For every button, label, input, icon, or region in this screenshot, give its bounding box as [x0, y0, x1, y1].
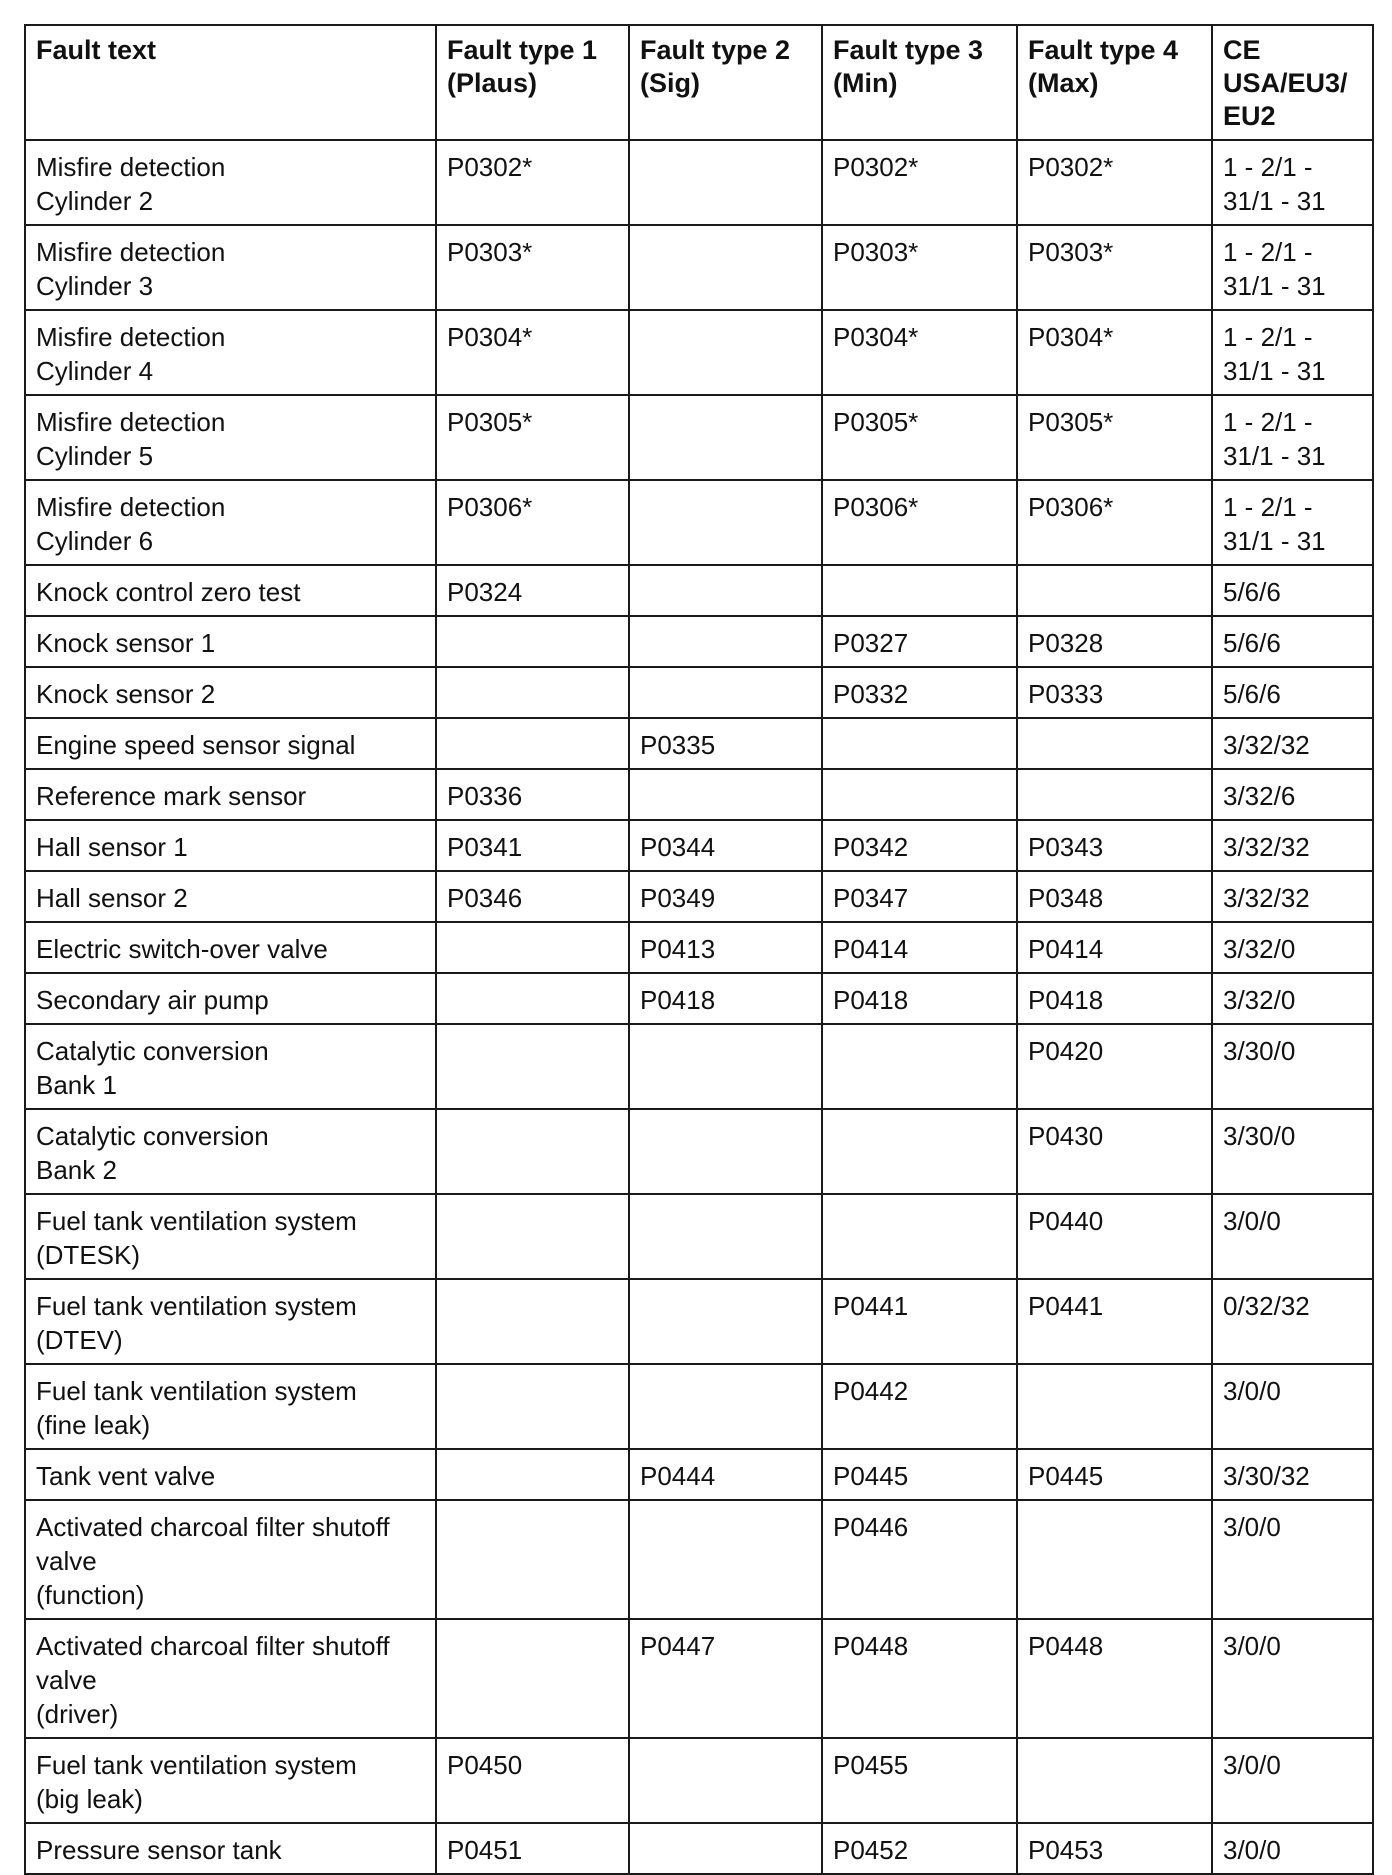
ce-cell: 5/6/6 [1212, 565, 1373, 616]
fault-type-4-cell [1017, 1364, 1212, 1449]
table-row [25, 1024, 1373, 1109]
fault-type-3-cell: P0327 [822, 616, 1017, 667]
fault-type-1-cell [436, 616, 629, 667]
fault-type-1-cell [436, 1364, 629, 1449]
fault-text-cell: Electric switch-over valve [25, 922, 436, 973]
fault-text-cell: Tank vent valve [25, 1449, 436, 1500]
fault-text-cell: Knock sensor 2 [25, 667, 436, 718]
fault-type-1-cell: P0451 [436, 1823, 629, 1874]
fault-text-cell: Misfire detection Cylinder 5 [25, 395, 436, 480]
fault-type-1-cell: P0341 [436, 820, 629, 871]
fault-text-cell: Hall sensor 2 [25, 871, 436, 922]
fault-type-4-cell: P0420 [1017, 1024, 1212, 1109]
fault-type-4-cell [1017, 718, 1212, 769]
fault-type-2-cell: P0447 [629, 1619, 822, 1738]
fault-text-cell: Knock sensor 1 [25, 616, 436, 667]
header-ce: CE USA/EU3/ EU2 [1212, 25, 1373, 140]
fault-type-4-cell: P0302* [1017, 140, 1212, 225]
fault-text-cell: Fuel tank ventilation system (fine leak) [25, 1364, 436, 1449]
fault-type-2-cell [629, 769, 822, 820]
ce-cell: 1 - 2/1 - 31/1 - 31 [1212, 140, 1373, 225]
ce-cell: 3/0/0 [1212, 1500, 1373, 1619]
fault-type-3-cell: P0441 [822, 1279, 1017, 1364]
fault-type-1-cell: P0303* [436, 225, 629, 310]
fault-type-3-cell: P0304* [822, 310, 1017, 395]
ce-cell: 3/30/32 [1212, 1449, 1373, 1500]
table-row [25, 1279, 1373, 1364]
ce-cell: 1 - 2/1 - 31/1 - 31 [1212, 480, 1373, 565]
ce-cell: 3/32/0 [1212, 973, 1373, 1024]
ce-cell: 3/32/32 [1212, 718, 1373, 769]
table-row [25, 1449, 1373, 1500]
fault-text-cell: Fuel tank ventilation system (DTEV) [25, 1279, 436, 1364]
fault-type-2-cell [629, 565, 822, 616]
table-row [25, 769, 1373, 820]
fault-type-2-cell [629, 310, 822, 395]
fault-text-cell: Catalytic conversion Bank 2 [25, 1109, 436, 1194]
fault-type-1-cell [436, 1194, 629, 1279]
fault-type-1-cell [436, 1500, 629, 1619]
fault-text-cell: Secondary air pump [25, 973, 436, 1024]
fault-type-1-cell: P0306* [436, 480, 629, 565]
fault-type-2-cell [629, 1279, 822, 1364]
fault-type-4-cell: P0305* [1017, 395, 1212, 480]
fault-text-cell: Fuel tank ventilation system (big leak) [25, 1738, 436, 1823]
fault-type-3-cell [822, 1194, 1017, 1279]
fault-type-1-cell [436, 922, 629, 973]
table-row [25, 1738, 1373, 1823]
ce-cell: 3/0/0 [1212, 1823, 1373, 1874]
fault-type-2-cell [629, 140, 822, 225]
fault-type-1-cell [436, 973, 629, 1024]
header-fault-text: Fault text [25, 25, 436, 140]
fault-type-4-cell: P0418 [1017, 973, 1212, 1024]
fault-type-3-cell: P0303* [822, 225, 1017, 310]
header-row [25, 25, 1373, 140]
table-row [25, 616, 1373, 667]
table-row [25, 1109, 1373, 1194]
table-row [25, 565, 1373, 616]
table-row [25, 922, 1373, 973]
fault-type-3-cell: P0445 [822, 1449, 1017, 1500]
ce-cell: 1 - 2/1 - 31/1 - 31 [1212, 310, 1373, 395]
fault-text-cell: Engine speed sensor signal [25, 718, 436, 769]
fault-type-4-cell: P0304* [1017, 310, 1212, 395]
ce-cell: 3/32/32 [1212, 820, 1373, 871]
fault-text-cell: Reference mark sensor [25, 769, 436, 820]
fault-type-4-cell: P0306* [1017, 480, 1212, 565]
table-row [25, 1619, 1373, 1738]
fault-type-1-cell: P0302* [436, 140, 629, 225]
fault-type-2-cell [629, 225, 822, 310]
table-row [25, 1194, 1373, 1279]
fault-type-2-cell [629, 480, 822, 565]
fault-type-4-cell: P0303* [1017, 225, 1212, 310]
fault-type-2-cell: P0418 [629, 973, 822, 1024]
fault-type-1-cell [436, 1024, 629, 1109]
fault-type-3-cell [822, 718, 1017, 769]
fault-type-3-cell: P0347 [822, 871, 1017, 922]
fault-type-1-cell: P0450 [436, 1738, 629, 1823]
fault-text-cell: Fuel tank ventilation system (DTESK) [25, 1194, 436, 1279]
fault-text-cell: Pressure sensor tank [25, 1823, 436, 1874]
fault-type-3-cell [822, 565, 1017, 616]
fault-type-4-cell: P0348 [1017, 871, 1212, 922]
ce-cell: 3/30/0 [1212, 1024, 1373, 1109]
fault-type-2-cell [629, 1500, 822, 1619]
fault-text-cell: Misfire detection Cylinder 3 [25, 225, 436, 310]
table-row [25, 225, 1373, 310]
ce-cell: 1 - 2/1 - 31/1 - 31 [1212, 225, 1373, 310]
fault-type-2-cell: P0349 [629, 871, 822, 922]
fault-text-cell: Activated charcoal filter shutoff valve (function) [25, 1500, 436, 1619]
table-row [25, 140, 1373, 225]
fault-type-2-cell: P0344 [629, 820, 822, 871]
fault-type-3-cell [822, 1024, 1017, 1109]
ce-cell: 5/6/6 [1212, 667, 1373, 718]
fault-text-cell: Misfire detection Cylinder 4 [25, 310, 436, 395]
fault-type-3-cell: P0305* [822, 395, 1017, 480]
fault-type-2-cell [629, 1738, 822, 1823]
fault-type-4-cell: P0430 [1017, 1109, 1212, 1194]
fault-type-4-cell [1017, 769, 1212, 820]
fault-type-3-cell [822, 769, 1017, 820]
fault-type-3-cell: P0455 [822, 1738, 1017, 1823]
fault-type-2-cell [629, 1823, 822, 1874]
header-fault-type-2: Fault type 2 (Sig) [629, 25, 822, 140]
fault-type-2-cell [629, 1024, 822, 1109]
fault-type-3-cell: P0414 [822, 922, 1017, 973]
fault-code-table [24, 24, 1374, 1875]
fault-type-4-cell: P0441 [1017, 1279, 1212, 1364]
fault-type-4-cell: P0445 [1017, 1449, 1212, 1500]
fault-type-4-cell [1017, 1500, 1212, 1619]
fault-type-2-cell [629, 616, 822, 667]
table-row [25, 310, 1373, 395]
fault-type-3-cell: P0302* [822, 140, 1017, 225]
fault-type-2-cell [629, 1109, 822, 1194]
table-row [25, 820, 1373, 871]
fault-type-3-cell [822, 1109, 1017, 1194]
table-row [25, 1500, 1373, 1619]
fault-type-4-cell: P0328 [1017, 616, 1212, 667]
table-row [25, 1823, 1373, 1874]
fault-type-4-cell [1017, 1738, 1212, 1823]
fault-type-1-cell [436, 1619, 629, 1738]
fault-type-2-cell [629, 1364, 822, 1449]
fault-type-3-cell: P0342 [822, 820, 1017, 871]
fault-text-cell: Catalytic conversion Bank 1 [25, 1024, 436, 1109]
ce-cell: 3/0/0 [1212, 1194, 1373, 1279]
fault-type-4-cell: P0453 [1017, 1823, 1212, 1874]
fault-type-3-cell: P0418 [822, 973, 1017, 1024]
fault-type-3-cell: P0446 [822, 1500, 1017, 1619]
ce-cell: 1 - 2/1 - 31/1 - 31 [1212, 395, 1373, 480]
header-fault-type-1: Fault type 1 (Plaus) [436, 25, 629, 140]
fault-type-4-cell: P0333 [1017, 667, 1212, 718]
ce-cell: 0/32/32 [1212, 1279, 1373, 1364]
table-row [25, 871, 1373, 922]
fault-type-1-cell [436, 718, 629, 769]
fault-type-3-cell: P0448 [822, 1619, 1017, 1738]
fault-text-cell: Hall sensor 1 [25, 820, 436, 871]
fault-type-1-cell [436, 1279, 629, 1364]
table-row [25, 973, 1373, 1024]
fault-type-4-cell: P0448 [1017, 1619, 1212, 1738]
fault-type-3-cell: P0332 [822, 667, 1017, 718]
fault-type-4-cell: P0414 [1017, 922, 1212, 973]
fault-text-cell: Misfire detection Cylinder 6 [25, 480, 436, 565]
ce-cell: 3/32/32 [1212, 871, 1373, 922]
fault-type-2-cell: P0335 [629, 718, 822, 769]
fault-text-cell: Activated charcoal filter shutoff valve (driver) [25, 1619, 436, 1738]
fault-type-1-cell: P0305* [436, 395, 629, 480]
fault-type-3-cell: P0452 [822, 1823, 1017, 1874]
ce-cell: 5/6/6 [1212, 616, 1373, 667]
ce-cell: 3/0/0 [1212, 1364, 1373, 1449]
fault-text-cell: Knock control zero test [25, 565, 436, 616]
fault-text-cell: Misfire detection Cylinder 2 [25, 140, 436, 225]
fault-type-1-cell: P0324 [436, 565, 629, 616]
table-row [25, 480, 1373, 565]
header-fault-type-4: Fault type 4 (Max) [1017, 25, 1212, 140]
fault-type-1-cell [436, 667, 629, 718]
fault-type-2-cell [629, 667, 822, 718]
fault-type-1-cell: P0304* [436, 310, 629, 395]
fault-type-4-cell: P0343 [1017, 820, 1212, 871]
fault-type-3-cell: P0306* [822, 480, 1017, 565]
fault-type-1-cell: P0346 [436, 871, 629, 922]
fault-type-2-cell [629, 395, 822, 480]
ce-cell: 3/0/0 [1212, 1738, 1373, 1823]
table-row [25, 395, 1373, 480]
fault-type-1-cell [436, 1109, 629, 1194]
ce-cell: 3/0/0 [1212, 1619, 1373, 1738]
fault-type-1-cell: P0336 [436, 769, 629, 820]
fault-type-4-cell: P0440 [1017, 1194, 1212, 1279]
ce-cell: 3/32/0 [1212, 922, 1373, 973]
fault-type-1-cell [436, 1449, 629, 1500]
table-row [25, 718, 1373, 769]
table-row [25, 1364, 1373, 1449]
header-fault-type-3: Fault type 3 (Min) [822, 25, 1017, 140]
table-body [25, 140, 1373, 1874]
ce-cell: 3/32/6 [1212, 769, 1373, 820]
fault-type-2-cell [629, 1194, 822, 1279]
fault-type-2-cell: P0413 [629, 922, 822, 973]
fault-type-2-cell: P0444 [629, 1449, 822, 1500]
ce-cell: 3/30/0 [1212, 1109, 1373, 1194]
fault-type-4-cell [1017, 565, 1212, 616]
table-row [25, 667, 1373, 718]
fault-type-3-cell: P0442 [822, 1364, 1017, 1449]
